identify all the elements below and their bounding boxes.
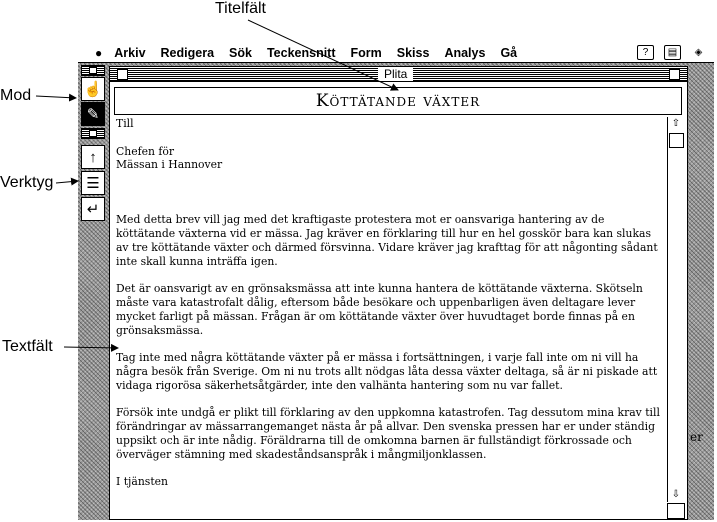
help-icon[interactable]: ? [637,45,654,60]
paragraph: Till [116,117,134,130]
menu-analys[interactable]: Analys [444,46,486,60]
arrow-tools [56,181,78,183]
paragraph: Chefen för Mässan i Hannover [116,144,223,172]
pen-tool-icon[interactable]: ✎ [81,102,105,126]
paragraph: Det är oansvarigt av en grönsaksmässa att inte kunna hantera de köttätande växterna. Skötseln måste vara katastrofalt dålig, eftersom både besökare och uppenbarligen även deltagare lever mycket farligt på mässan. Frågan är om köttätande växter över huvudtaget borde finnas på en grönsaksmässa. [116,282,643,337]
edge-text: er [690,430,703,444]
arrow-mode [36,96,76,98]
paragraph: I tjänsten [116,475,168,489]
paragraph: Försök inte undgå er plikt till förklaring av den uppkomna katastrofen. Tag dessutom mina krav till förändringar av mässarrangemanget nästa år på allvar. Den svenska pressen har er under ständig uppsikt och är inte nådig. Föräldrarna till de omkomna barnen är fullständigt förkrossade och överväger stämning med skadeståndsanspråk i mångmiljonklassen. [116,406,660,461]
annotation-mode: Mod [0,87,32,104]
apple-menu-icon[interactable]: ● [95,46,103,60]
menu-arkiv[interactable]: Arkiv [114,46,146,60]
up-arrow-icon[interactable]: ↑ [81,145,105,169]
browse-hand-icon[interactable]: ☝ [81,77,105,101]
annotation-text-field: Textfält [2,338,53,355]
menu-teckensnitt[interactable]: Teckensnitt [266,46,336,60]
window-title: Plita [378,67,413,81]
annotation-title-field: Titelfält [215,0,266,17]
scroll-up-icon[interactable]: ⇧ [671,118,681,129]
menu-form[interactable]: Form [350,46,382,60]
return-arrow-icon[interactable]: ↵ [81,197,105,221]
menu-ga[interactable]: Gå [500,46,518,60]
page-icon[interactable]: ☰ [81,171,105,195]
stack-icon[interactable]: ◈ [691,46,706,59]
arrow-title-field [248,20,398,90]
menu-skiss[interactable]: Skiss [396,46,430,60]
arrow-text-field [64,347,118,348]
paragraph: Tag inte med några köttätande växter på er mässa i fortsättningen, i varje fall inte om ni vill ha några besök från Sverige. Om ni nu trots allt nödgas låta dessa växter deltaga, så är ni piskade att vidaga rigorösa säkerhetsåtgärder, inte den valhänta hantering som nu var fallet. [116,351,658,392]
menu-sok[interactable]: Sök [229,46,252,60]
scroll-down-icon[interactable]: ⇩ [671,489,681,500]
menu-redigera[interactable]: Redigera [160,46,215,60]
window-icon[interactable]: ▤ [664,45,681,60]
paragraph: Med detta brev vill jag med det kraftigaste protestera mot er oansvariga hantering av de köttätande växterna vid er mässa. Jag kräver en förklaring till hur en hel gosskör bara kan slukas av tre köttätande växter och därmed försvinna. Vidare kräver jag krafttag för att någonting sådant inte skall kunna inträffa igen. [116,213,658,268]
document-heading: Köttätande växter [315,91,481,111]
annotation-tools: Verktyg [0,174,54,191]
